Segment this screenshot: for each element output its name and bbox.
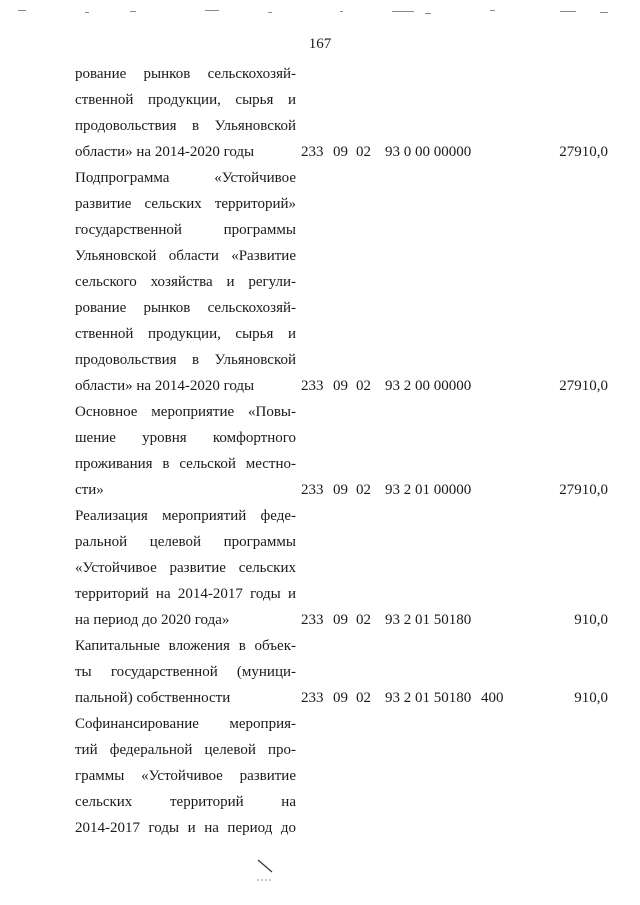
row-description: ральной целевой программы xyxy=(75,534,296,550)
row-description: Основное мероприятие «Повы- xyxy=(75,404,296,420)
row-description: продовольствия в Ульяновской xyxy=(75,352,296,368)
row-description: территорий на 2014-2017 годы и xyxy=(75,586,296,602)
ministry-code: 233 xyxy=(301,690,324,706)
row-description: Подпрограмма «Устойчивое xyxy=(75,170,296,186)
row-description: «Устойчивое развитие сельских xyxy=(75,560,296,576)
table-row xyxy=(0,477,640,503)
row-description: тий федеральной целевой про- xyxy=(75,742,296,758)
row-description: продовольствия в Ульяновской xyxy=(75,118,296,134)
table-row-continuation xyxy=(0,269,640,295)
table-row-continuation xyxy=(0,191,640,217)
table-row xyxy=(0,373,640,399)
section-code: 09 xyxy=(333,690,348,706)
ministry-code: 233 xyxy=(301,144,324,160)
amount: 27910,0 xyxy=(559,482,608,498)
table-row-continuation xyxy=(0,789,640,815)
table-row xyxy=(0,139,640,165)
table-row-continuation xyxy=(0,711,640,737)
target-article-code: 93 2 01 00000 xyxy=(385,482,472,498)
amount: 910,0 xyxy=(574,612,608,628)
target-article-code: 93 2 01 50180 xyxy=(385,690,472,706)
row-description: Ульяновской области «Развитие xyxy=(75,248,296,264)
subsection-code: 02 xyxy=(356,612,371,628)
table-row-continuation xyxy=(0,87,640,113)
row-description: ственной продукции, сырья и xyxy=(75,326,296,342)
row-description: рование рынков сельскохозяй- xyxy=(75,66,296,82)
scan-mark xyxy=(255,858,275,886)
row-description: 2014-2017 годы и на период до xyxy=(75,820,296,836)
subsection-code: 02 xyxy=(356,482,371,498)
table-row-continuation xyxy=(0,815,640,841)
row-description: пальной) собственности xyxy=(75,690,231,706)
table-row-continuation xyxy=(0,295,640,321)
table-row xyxy=(0,607,640,633)
ministry-code: 233 xyxy=(301,612,324,628)
table-row-continuation xyxy=(0,555,640,581)
table-row-continuation xyxy=(0,61,640,87)
row-description: на период до 2020 года» xyxy=(75,612,230,628)
scan-artifacts-top xyxy=(0,6,640,18)
table-row-continuation xyxy=(0,659,640,685)
amount: 910,0 xyxy=(574,690,608,706)
target-article-code: 93 2 01 50180 xyxy=(385,612,472,628)
row-description: ственной продукции, сырья и xyxy=(75,92,296,108)
budget-table xyxy=(0,61,640,841)
row-description: области» на 2014-2020 годы xyxy=(75,144,255,160)
table-row-continuation xyxy=(0,737,640,763)
expense-type-code: 400 xyxy=(481,690,504,706)
subsection-code: 02 xyxy=(356,378,371,394)
table-row-continuation xyxy=(0,399,640,425)
table-row xyxy=(0,685,640,711)
table-row-continuation xyxy=(0,217,640,243)
row-description: сельских территорий на xyxy=(75,794,296,810)
table-row-continuation xyxy=(0,321,640,347)
row-description: области» на 2014-2020 годы xyxy=(75,378,255,394)
row-description: Софинансирование мероприя- xyxy=(75,716,296,732)
target-article-code: 93 0 00 00000 xyxy=(385,144,472,160)
ministry-code: 233 xyxy=(301,378,324,394)
section-code: 09 xyxy=(333,612,348,628)
table-row-continuation xyxy=(0,503,640,529)
row-description: граммы «Устойчивое развитие xyxy=(75,768,296,784)
row-description: шение уровня комфортного xyxy=(75,430,296,446)
row-description: проживания в сельской местно- xyxy=(75,456,296,472)
section-code: 09 xyxy=(333,482,348,498)
table-row-continuation xyxy=(0,243,640,269)
ministry-code: 233 xyxy=(301,482,324,498)
table-row-continuation xyxy=(0,529,640,555)
row-description: ты государственной (муници- xyxy=(75,664,296,680)
table-row-continuation xyxy=(0,113,640,139)
row-description: сти» xyxy=(75,482,104,498)
row-description: сельского хозяйства и регули- xyxy=(75,274,296,290)
table-row-continuation xyxy=(0,763,640,789)
table-row-continuation xyxy=(0,347,640,373)
section-code: 09 xyxy=(333,144,348,160)
subsection-code: 02 xyxy=(356,144,371,160)
row-description: государственной программы xyxy=(75,222,296,238)
table-row-continuation xyxy=(0,581,640,607)
table-row-continuation xyxy=(0,451,640,477)
subsection-code: 02 xyxy=(356,690,371,706)
table-row-continuation xyxy=(0,165,640,191)
row-description: рование рынков сельскохозяй- xyxy=(75,300,296,316)
row-description: Реализация мероприятий феде- xyxy=(75,508,296,524)
table-row-continuation xyxy=(0,425,640,451)
page-number: 167 xyxy=(308,36,332,52)
amount: 27910,0 xyxy=(559,378,608,394)
row-description: Капитальные вложения в объек- xyxy=(75,638,296,654)
row-description: развитие сельских территорий» xyxy=(75,196,296,212)
target-article-code: 93 2 00 00000 xyxy=(385,378,472,394)
amount: 27910,0 xyxy=(559,144,608,160)
section-code: 09 xyxy=(333,378,348,394)
table-row-continuation xyxy=(0,633,640,659)
